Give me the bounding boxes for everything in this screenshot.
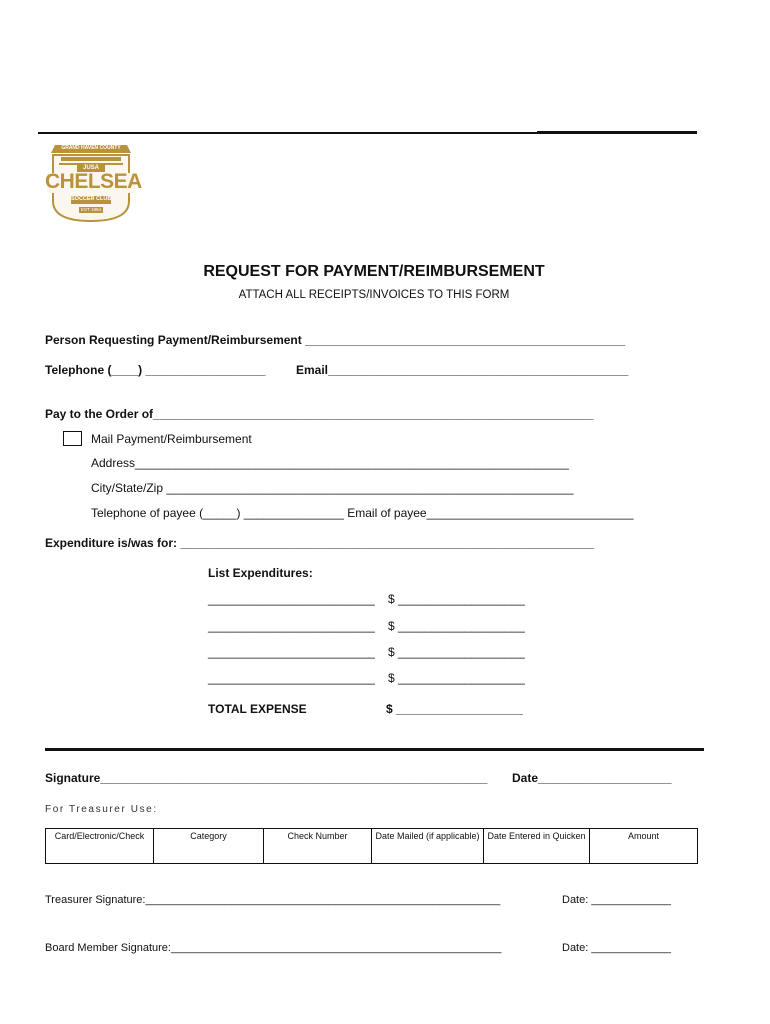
logo-main-text: CHELSEA (45, 170, 142, 193)
expenditure-item-field[interactable]: _________________________ (208, 619, 375, 633)
section-divider (45, 748, 704, 751)
treasurer-use-heading: For Treasurer Use: (45, 804, 158, 815)
expenditure-amount-field[interactable]: $ ___________________ (388, 645, 525, 659)
expenditure-for-field[interactable]: Expenditure is/was for: ______________________________________________________________ (45, 536, 595, 550)
form-subtitle: ATTACH ALL RECEIPTS/INVOICES TO THIS FORM (238, 289, 510, 301)
board-date-field[interactable]: Date: _____________ (562, 942, 671, 954)
board-signature-field[interactable]: Board Member Signature:______________________________________________________ (45, 942, 502, 954)
address-field[interactable]: Address_________________________________________________________________ (91, 456, 569, 470)
table-cell-card-electronic-check[interactable]: Card/Electronic/Check (46, 829, 154, 864)
treasurer-table (45, 828, 698, 864)
expenditure-item-field[interactable]: _________________________ (208, 645, 375, 659)
person-requesting-field[interactable]: Person Requesting Payment/Reimbursement ________________________________________________ (45, 333, 626, 347)
top-divider-accent (537, 131, 697, 134)
form-title: REQUEST FOR PAYMENT/REIMBURSEMENT (203, 263, 545, 280)
telephone-field[interactable]: Telephone (____) __________________ (45, 363, 266, 377)
table-row (46, 829, 698, 864)
table-cell-check-number[interactable]: Check Number (264, 829, 372, 864)
mail-payment-checkbox[interactable] (63, 431, 82, 446)
telephone-payee-field[interactable]: Telephone of payee (_____) _______________ Email of payee_______________________________ (91, 506, 634, 520)
expenditure-amount-field[interactable]: $ ___________________ (388, 619, 525, 633)
table-cell-date-mailed[interactable]: Date Mailed (if applicable) (372, 829, 484, 864)
expenditure-item-field[interactable]: _________________________ (208, 671, 375, 685)
table-cell-amount[interactable]: Amount (590, 829, 698, 864)
city-state-zip-field[interactable]: City/State/Zip _____________________________________________________________ (91, 481, 574, 495)
expenditure-amount-field[interactable]: $ ___________________ (388, 592, 525, 606)
signature-field[interactable]: Signature__________________________________________________________ (45, 771, 488, 785)
logo-sub-text: JUSA (82, 165, 99, 171)
total-expense-label: TOTAL EXPENSE (208, 702, 307, 716)
signature-date-field[interactable]: Date____________________ (512, 771, 672, 785)
club-logo (45, 141, 142, 223)
treasurer-date-field[interactable]: Date: _____________ (562, 894, 671, 906)
table-cell-date-entered[interactable]: Date Entered in Quicken (484, 829, 590, 864)
logo-top-text: GRAND HAVEN COUNTY (61, 145, 121, 151)
treasurer-signature-field[interactable]: Treasurer Signature:__________________________________________________________ (45, 894, 501, 906)
email-field[interactable]: Email_____________________________________________ (296, 363, 629, 377)
logo-bottom-text: SOCCER CLUB (71, 196, 112, 202)
expenditure-item-field[interactable]: _________________________ (208, 592, 375, 606)
expenditure-amount-field[interactable]: $ ___________________ (388, 671, 525, 685)
logo-est-text: EST 1994 (81, 207, 101, 212)
pay-to-field[interactable]: Pay to the Order of__________________________________________________________________ (45, 407, 594, 421)
total-expense-field[interactable]: $ ___________________ (386, 702, 523, 716)
table-cell-category[interactable]: Category (154, 829, 264, 864)
mail-payment-label: Mail Payment/Reimbursement (91, 432, 252, 446)
list-expenditures-heading: List Expenditures: (208, 566, 313, 580)
